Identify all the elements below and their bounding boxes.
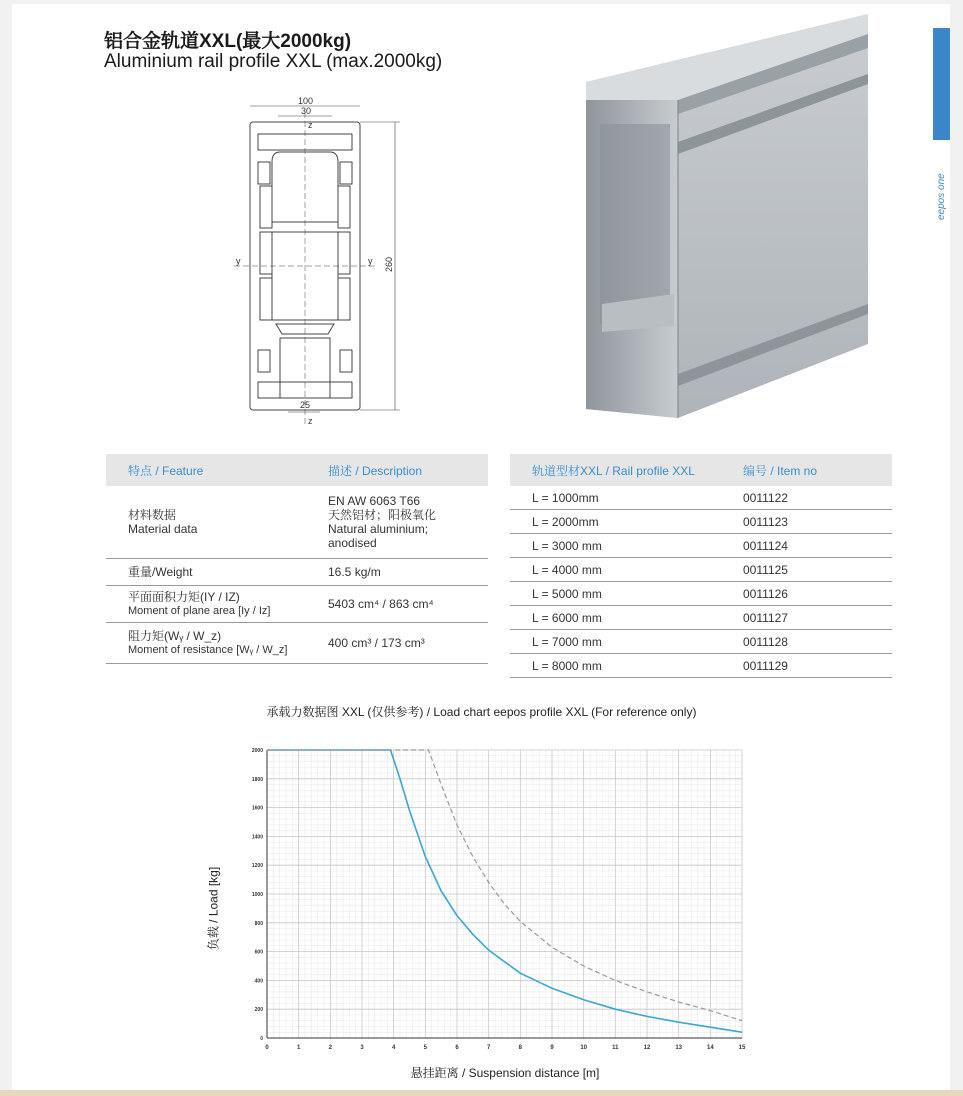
y-tick-label: 1600 bbox=[251, 805, 263, 812]
rail-length: L = 6000 mm bbox=[510, 606, 721, 630]
item-header: 编号 / Item no bbox=[721, 454, 892, 486]
x-tick-label: 4 bbox=[391, 1045, 396, 1051]
axis-y-left: y bbox=[236, 256, 241, 266]
rail-length: L = 2000mm bbox=[510, 510, 721, 534]
page-title-en: Aluminium rail profile XXL (max.2000kg) bbox=[104, 51, 443, 72]
rail-length: L = 4000 mm bbox=[510, 558, 721, 582]
desc-line: 16.5 kg/m bbox=[328, 565, 381, 579]
desc-line: anodised bbox=[328, 536, 377, 550]
y-tick-label: 800 bbox=[254, 920, 263, 927]
item-number: 0011126 bbox=[721, 582, 892, 606]
rail-header: 轨道型材XXL / Rail profile XXL bbox=[510, 454, 721, 486]
x-tick-label: 8 bbox=[518, 1045, 523, 1051]
y-tick-label: 1800 bbox=[251, 776, 263, 783]
dim-width-label: 100 bbox=[298, 96, 314, 106]
feature-en: Moment of plane area [Iy / Iz] bbox=[128, 605, 271, 617]
feature-cn: 平面面积力矩(IY / IZ) bbox=[128, 590, 240, 604]
desc-line: 天然铝材；阳极氧化 bbox=[328, 508, 437, 522]
rail-length: L = 8000 mm bbox=[510, 654, 721, 678]
x-tick-label: 15 bbox=[738, 1045, 746, 1051]
x-tick-label: 3 bbox=[360, 1045, 364, 1051]
x-tick-label: 11 bbox=[612, 1045, 619, 1051]
desc-line: 400 cm³ / 173 cm³ bbox=[328, 636, 425, 650]
item-number: 0011127 bbox=[721, 606, 892, 630]
desc-line: 5403 cm⁴ / 863 cm⁴ bbox=[328, 597, 434, 611]
x-tick-label: 14 bbox=[706, 1045, 714, 1051]
rail-profile-3d-image bbox=[578, 14, 870, 424]
rail-profile-table bbox=[510, 454, 892, 678]
x-tick-label: 0 bbox=[265, 1045, 269, 1051]
table-row bbox=[510, 630, 892, 654]
series-line-solid bbox=[267, 750, 742, 1032]
y-tick-label: 600 bbox=[254, 949, 263, 956]
rail-length: L = 3000 mm bbox=[510, 534, 721, 558]
y-tick-label: 1000 bbox=[251, 892, 263, 898]
y-tick-label: 0 bbox=[260, 1036, 263, 1042]
y-tick-label: 400 bbox=[254, 978, 263, 985]
feature-cn: 材料数据 bbox=[128, 508, 177, 522]
chart-title: 承载力数据图 XXL (仅供参考) / Load chart eepos profile XXL (For reference only) bbox=[266, 705, 697, 719]
item-number: 0011124 bbox=[721, 534, 892, 558]
page-title-cn: 铝合金轨道XXL(最大2000kg) bbox=[104, 31, 352, 52]
feature-cn: 阻力矩(Wᵧ / W_z) bbox=[128, 629, 222, 643]
x-tick-label: 9 bbox=[550, 1045, 554, 1051]
item-number: 0011125 bbox=[721, 558, 892, 582]
feature-cn: 重量/Weight bbox=[128, 565, 193, 579]
brand-tab bbox=[933, 28, 950, 140]
chart-x-label: 悬挂距离 / Suspension distance [m] bbox=[410, 1066, 600, 1080]
brand-label: eepos one bbox=[936, 173, 947, 220]
dim-bottom-label: 25 bbox=[300, 400, 311, 410]
axis-z-bottom: z bbox=[308, 416, 313, 426]
desc-line: EN AW 6063 T66 bbox=[328, 494, 421, 508]
y-tick-label: 1400 bbox=[251, 834, 263, 841]
load-chart bbox=[230, 736, 760, 1058]
item-number: 0011128 bbox=[721, 630, 892, 654]
feature-header: 特点 / Feature bbox=[106, 454, 306, 486]
x-tick-label: 2 bbox=[328, 1045, 333, 1051]
item-number: 0011123 bbox=[721, 510, 892, 534]
x-tick-label: 1 bbox=[296, 1045, 301, 1051]
table-row bbox=[106, 559, 488, 586]
table-row bbox=[510, 582, 892, 606]
x-tick-label: 12 bbox=[643, 1045, 651, 1051]
rail-length: L = 1000mm bbox=[510, 486, 721, 510]
x-tick-label: 5 bbox=[423, 1045, 428, 1051]
item-number: 0011122 bbox=[721, 486, 892, 510]
rail-length: L = 5000 mm bbox=[510, 582, 721, 606]
table-row bbox=[510, 486, 892, 510]
desc-line: Natural aluminium; bbox=[328, 522, 429, 536]
table-row bbox=[510, 558, 892, 582]
table-row bbox=[510, 510, 892, 534]
dim-height-label: 260 bbox=[384, 256, 394, 272]
table-row bbox=[510, 606, 892, 630]
chart-y-label: 负载 / Load [kg] bbox=[206, 866, 221, 951]
table-row bbox=[106, 623, 488, 664]
rail-length: L = 7000 mm bbox=[510, 630, 721, 654]
x-tick-label: 10 bbox=[580, 1045, 588, 1051]
x-tick-label: 13 bbox=[675, 1045, 683, 1051]
feature-table bbox=[106, 454, 488, 664]
table-row bbox=[106, 486, 488, 559]
dim-top-label: 30 bbox=[301, 106, 312, 116]
bottom-bar bbox=[0, 1090, 963, 1096]
y-tick-label: 2000 bbox=[251, 748, 263, 754]
x-tick-label: 7 bbox=[486, 1045, 491, 1051]
profile-cross-section-drawing bbox=[220, 92, 410, 432]
y-tick-label: 200 bbox=[254, 1007, 263, 1014]
x-tick-label: 6 bbox=[455, 1045, 459, 1051]
table-row bbox=[510, 654, 892, 678]
table-row bbox=[106, 586, 488, 623]
table-row bbox=[510, 534, 892, 558]
y-tick-label: 1200 bbox=[251, 863, 263, 870]
axis-z-top: z bbox=[308, 120, 313, 130]
description-header: 描述 / Description bbox=[306, 454, 488, 486]
axis-y-right: y bbox=[368, 256, 373, 266]
feature-en: Moment of resistance [Wᵧ / W_z] bbox=[128, 644, 288, 656]
feature-en: Material data bbox=[128, 522, 198, 536]
item-number: 0011129 bbox=[721, 654, 892, 678]
